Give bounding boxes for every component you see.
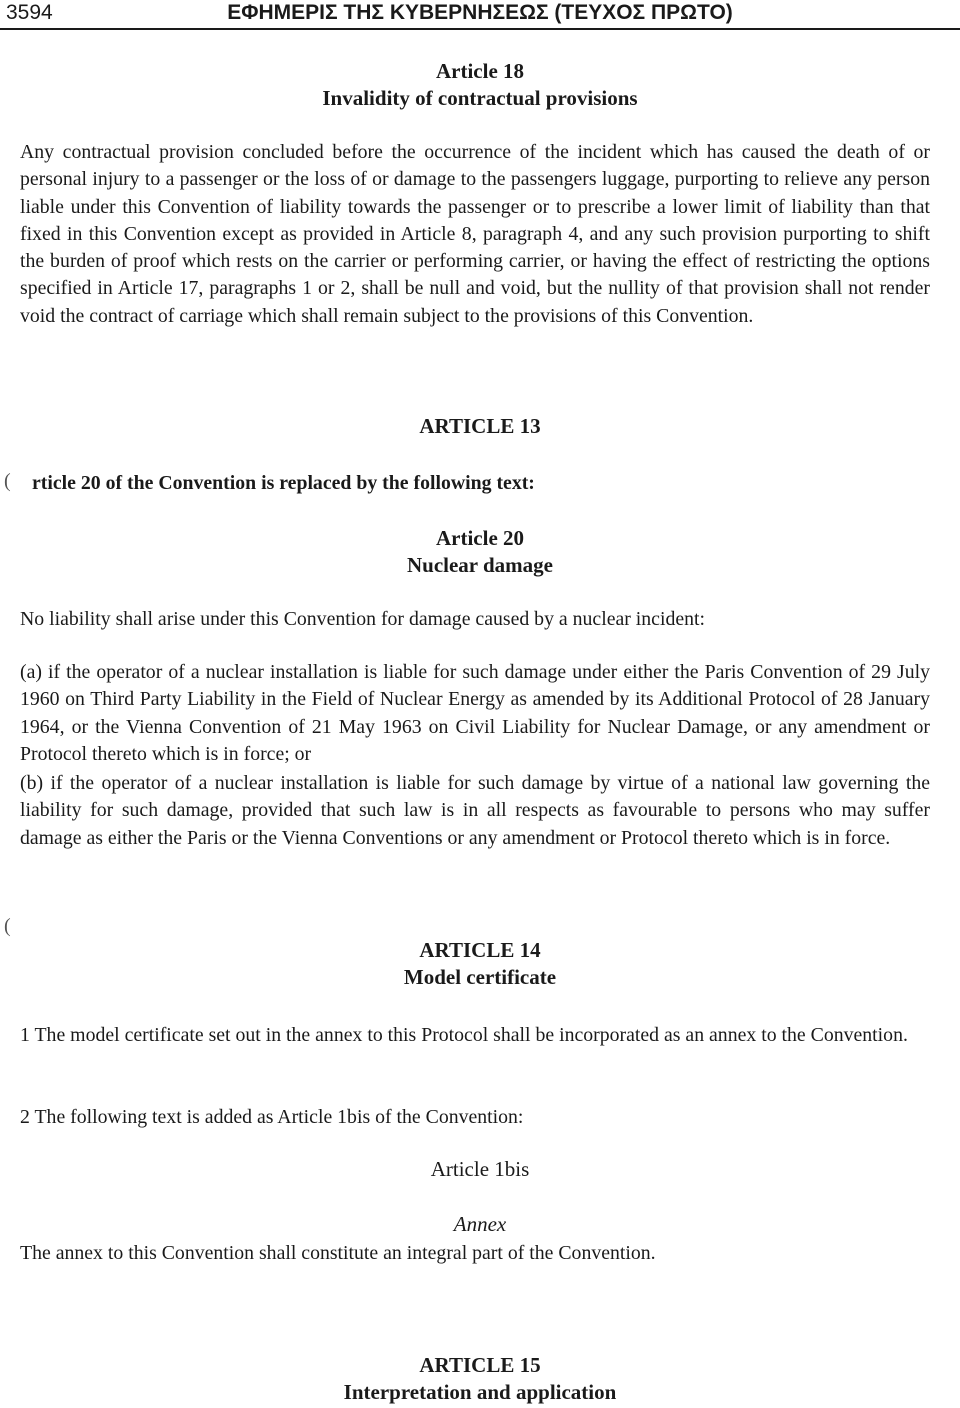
article-14-title: ARTICLE 14 bbox=[419, 938, 541, 962]
article-18-subtitle: Invalidity of contractual provisions bbox=[322, 86, 638, 110]
article-14-para-2: 2 The following text is added as Article 1bis of the Convention: bbox=[20, 1106, 524, 1128]
article-13-title: ARTICLE 13 bbox=[419, 414, 541, 438]
article-18-title: Article 18 bbox=[435, 59, 525, 83]
article-18-body: Any contractual provision concluded before the occurrence of the incident which has caused the death of or personal injury to a passenger or the loss of or damage to the passengers luggage, purporting to relieve any person liable under this Convention of liability towards the passenger or to prescribe a lower limit of liability than that fixed in this Convention except as provided in Article 8, paragraph 4, and any such provision purporting to shift the burden of proof which rests on the carrier or performing carrier, or having the effect of restricting the options specified in Article 17, paragraphs 1 or 2, shall be null and void, but the nullity of that provision shall not render void the contract of carriage which shall remain subject to the provisions of this Convention. bbox=[20, 141, 930, 327]
article-13-intro: rticle 20 of the Convention is replaced by the following text: bbox=[32, 472, 535, 494]
article-15-subtitle: Interpretation and application bbox=[343, 1380, 617, 1404]
article-20-lead: No liability shall arise under this Convention for damage caused by a nuclear incident: bbox=[20, 608, 706, 630]
article-14-subtitle: Model certificate bbox=[403, 965, 557, 989]
article-20-subtitle: Nuclear damage bbox=[406, 553, 553, 577]
article-20-title: Article 20 bbox=[435, 526, 525, 550]
article-20-item-a: (a) if the operator of a nuclear installation is liable for such damage under either the Paris Convention of 29 July 1960 on Third Party Liability in the Field of Nuclear Energy as amended by its Additional Protocol of 28 January 1964, or the Vienna Convention of 21 May 1963 on Civil Liability for Nuclear Damage, or any amendment or Protocol thereto which is in force; or bbox=[20, 661, 930, 765]
page-header bbox=[0, 0, 960, 30]
annex-text: The annex to this Convention shall constitute an integral part of the Convention. bbox=[20, 1242, 656, 1264]
article-1bis-heading: Article 1bis bbox=[430, 1157, 530, 1181]
article-20-item-b: (b) if the operator of a nuclear installation is liable for such damage by virtue of a national law governing the liability for such damage, provided that such law is in all respects as favourable to persons who may suffer damage as either the Paris or the Vienna Conventions or any amendment or Protocol thereto which is in force. bbox=[20, 772, 930, 849]
annex-heading: Annex bbox=[453, 1212, 507, 1236]
page-number: 3594 bbox=[6, 1, 53, 24]
margin-mark: ( bbox=[4, 915, 11, 937]
gazette-title: ΕΦΗΜΕΡΙΣ ΤΗΣ ΚΥΒΕΡΝΗΣΕΩΣ (ΤΕΥΧΟΣ ΠΡΩΤΟ) bbox=[227, 1, 733, 24]
article-15-title: ARTICLE 15 bbox=[419, 1353, 541, 1377]
article-14-para-1: 1 The model certificate set out in the annex to this Protocol shall be incorporated as an annex to the Convention. bbox=[20, 1024, 908, 1046]
margin-mark: ( bbox=[4, 470, 11, 492]
